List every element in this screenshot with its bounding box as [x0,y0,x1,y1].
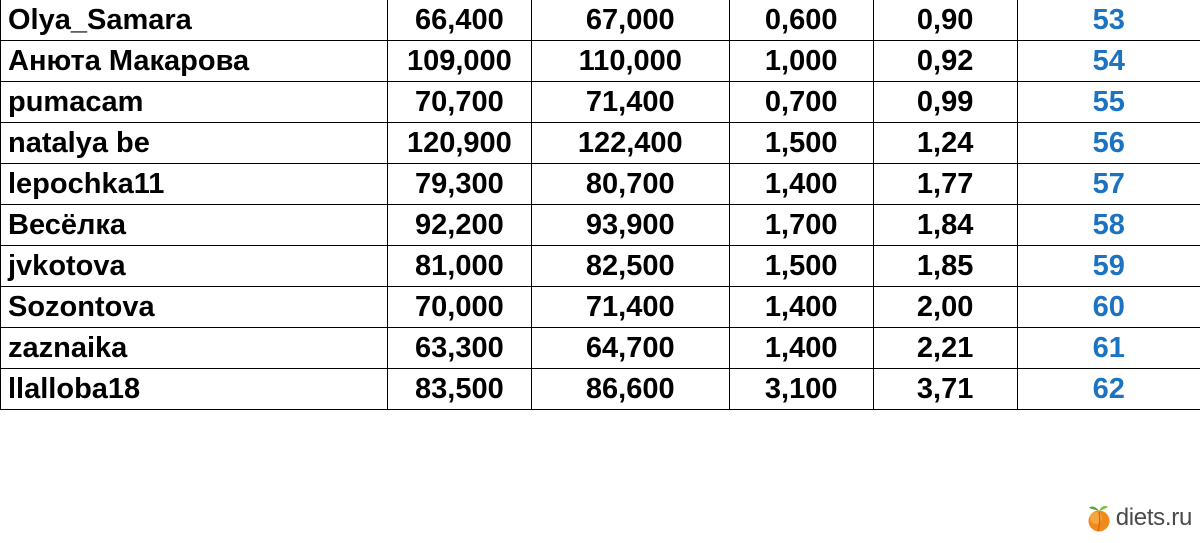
value-cell-4: 2,00 [873,287,1017,328]
table-row [1,164,1200,205]
value-cell-1: 79,300 [387,164,531,205]
value-cell-2: 67,000 [531,0,729,41]
value-cell-2: 71,400 [531,82,729,123]
participant-name: Весёлка [1,205,388,246]
value-cell-1: 83,500 [387,369,531,410]
table-row [1,41,1200,82]
table-row [1,123,1200,164]
value-cell-2: 80,700 [531,164,729,205]
value-cell-1: 109,000 [387,41,531,82]
participant-name: natalya be [1,123,388,164]
participant-name: Анюта Макарова [1,41,388,82]
participant-name: pumacam [1,82,388,123]
value-cell-2: 86,600 [531,369,729,410]
value-cell-2: 122,400 [531,123,729,164]
peach-icon [1086,503,1112,533]
value-cell-4: 1,77 [873,164,1017,205]
watermark-text: diets.ru [1115,504,1192,531]
rank-number: 61 [1017,328,1200,369]
value-cell-1: 63,300 [387,328,531,369]
value-cell-2: 71,400 [531,287,729,328]
value-cell-3: 0,700 [729,82,873,123]
table-row [1,246,1200,287]
value-cell-3: 1,500 [729,246,873,287]
participant-name: zaznaika [1,328,388,369]
participant-name: jvkotova [1,246,388,287]
value-cell-1: 92,200 [387,205,531,246]
rank-number: 56 [1017,123,1200,164]
value-cell-3: 1,500 [729,123,873,164]
table-row [1,287,1200,328]
rank-number: 54 [1017,41,1200,82]
value-cell-1: 120,900 [387,123,531,164]
value-cell-2: 93,900 [531,205,729,246]
value-cell-1: 81,000 [387,246,531,287]
value-cell-3: 1,400 [729,328,873,369]
value-cell-1: 70,000 [387,287,531,328]
rank-number: 53 [1017,0,1200,41]
value-cell-1: 70,700 [387,82,531,123]
rank-number: 57 [1017,164,1200,205]
rank-number: 58 [1017,205,1200,246]
table-row [1,328,1200,369]
table-body [1,0,1200,410]
rank-number: 60 [1017,287,1200,328]
value-cell-4: 0,90 [873,0,1017,41]
table-row [1,369,1200,410]
value-cell-4: 1,85 [873,246,1017,287]
value-cell-4: 2,21 [873,328,1017,369]
value-cell-4: 0,99 [873,82,1017,123]
value-cell-4: 1,24 [873,123,1017,164]
value-cell-2: 64,700 [531,328,729,369]
participant-name: Sozontova [1,287,388,328]
value-cell-4: 0,92 [873,41,1017,82]
participant-name: Olya_Samara [1,0,388,41]
value-cell-4: 1,84 [873,205,1017,246]
value-cell-3: 3,100 [729,369,873,410]
table-row [1,82,1200,123]
watermark [1086,503,1192,533]
table-row [1,205,1200,246]
value-cell-2: 110,000 [531,41,729,82]
table-row [1,0,1200,41]
value-cell-3: 1,400 [729,164,873,205]
participant-name: llalloba18 [1,369,388,410]
value-cell-1: 66,400 [387,0,531,41]
rank-number: 59 [1017,246,1200,287]
value-cell-3: 0,600 [729,0,873,41]
value-cell-3: 1,700 [729,205,873,246]
participant-name: lepochka11 [1,164,388,205]
value-cell-3: 1,400 [729,287,873,328]
rank-number: 62 [1017,369,1200,410]
value-cell-2: 82,500 [531,246,729,287]
rank-number: 55 [1017,82,1200,123]
value-cell-3: 1,000 [729,41,873,82]
value-cell-4: 3,71 [873,369,1017,410]
